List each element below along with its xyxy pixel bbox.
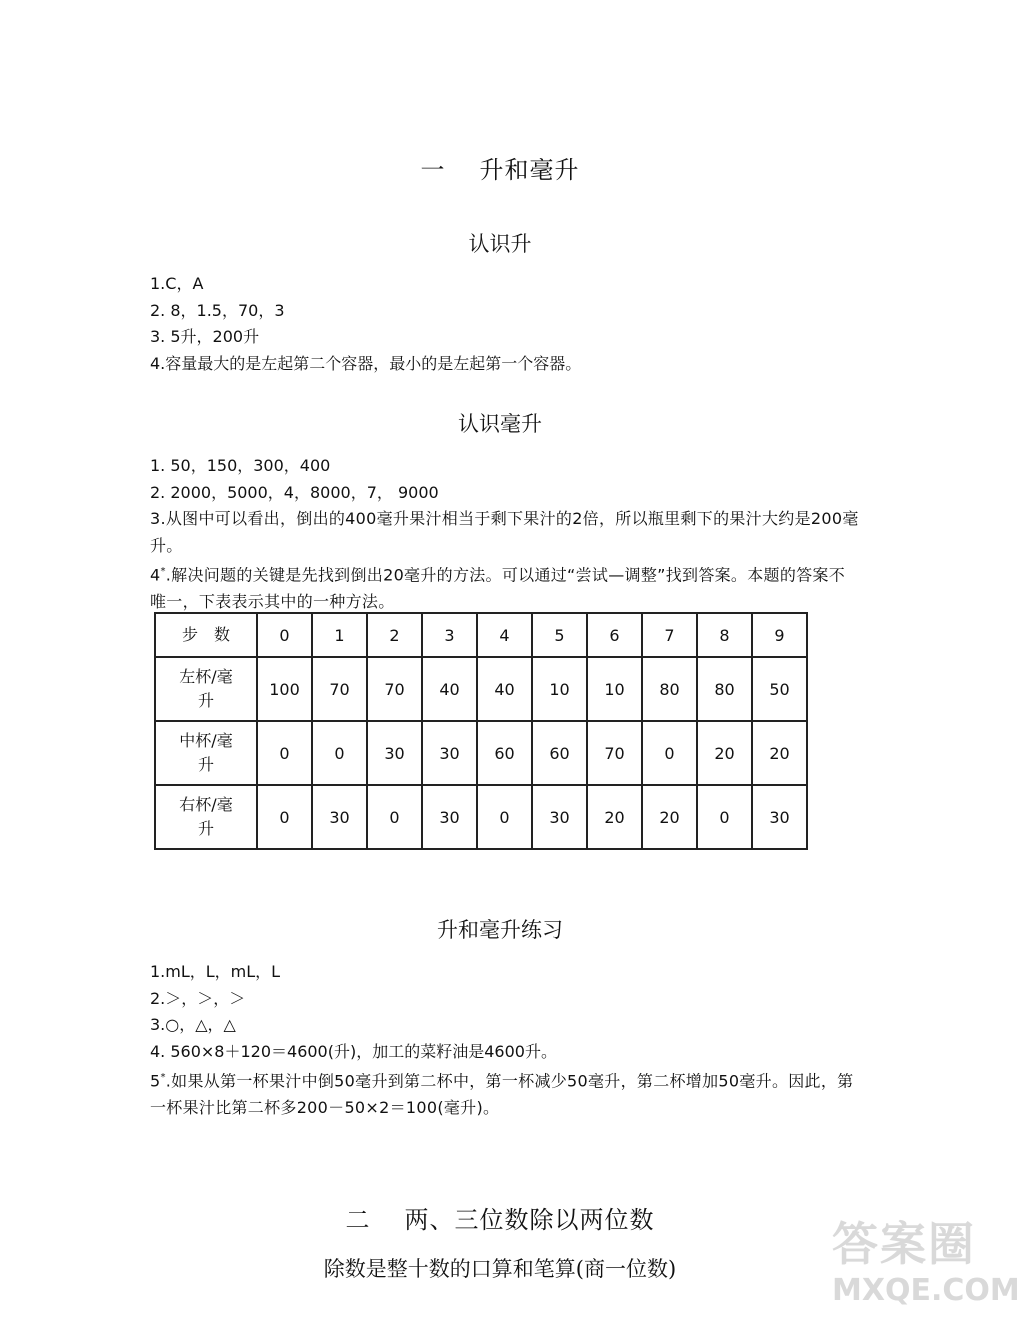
section-3-answers [150,959,860,1121]
watermark-logo: 答案圈 [832,1217,976,1271]
table-cell: 70 [312,657,367,721]
chapter-1-number: 一 [420,156,446,184]
chapter-1-title: 升和毫升 [479,156,580,184]
answer-line: 4.容量最大的是左起第二个容器，最小的是左起第一个容器。 [150,353,582,373]
table-cell: 4 [477,613,532,657]
table-cell: 60 [532,721,587,785]
table-cell: 40 [422,657,477,721]
chapter-1-heading [0,150,1000,185]
table-row-label [155,721,257,785]
table-cell: 5 [532,613,587,657]
answer-line: 3.从图中可以看出，倒出的400毫升果汁相当于剩下果汁的2倍，所以瓶里剩下的果汁大约是200毫升。 [150,509,859,555]
q5-star: * [160,1072,166,1083]
answer-line: 2. 2000，5000，4，8000，7， 9000 [150,482,439,502]
table-cell: 0 [642,721,697,785]
table-cell: 9 [752,613,807,657]
answer-line-q4 [150,559,860,615]
section-1-answers [150,271,860,377]
table-cell: 20 [587,785,642,849]
table-cell: 20 [752,721,807,785]
table-cell: 0 [697,785,752,849]
answer-line-q5 [150,1065,860,1121]
table-cell: 100 [257,657,312,721]
table-cell: 2 [367,613,422,657]
watermark-url: MXQE.COM [832,1273,1020,1308]
answer-line: 1. 50，150，300，400 [150,456,331,475]
answer-line: 2.＞，＞，＞ [150,988,246,1008]
table-cell: 0 [312,721,367,785]
table-row [155,785,807,849]
q4-number: 4 [150,565,161,585]
table-cell: 20 [697,721,752,785]
table-header-cell: 步 数 [155,613,257,657]
table-cell: 30 [752,785,807,849]
table-row-label [155,785,257,849]
section-4-title: 除数是整十数的口算和笔算(商一位数) [323,1257,677,1281]
table-row [155,657,807,721]
section-2-title: 认识毫升 [458,412,542,436]
table-cell: 0 [257,613,312,657]
table-cell: 10 [587,657,642,721]
table-cell: 80 [642,657,697,721]
answer-line: 3.○，△，△ [150,1015,236,1034]
table-cell: 70 [367,657,422,721]
table-cell: 0 [257,721,312,785]
row-label-text: 中杯/毫升 [179,731,233,774]
q4-star: * [160,566,166,577]
table-cell: 50 [752,657,807,721]
answer-line: 3. 5升，200升 [150,327,260,346]
answer-line: 2. 8，1.5，70，3 [150,300,285,320]
table-cell: 0 [257,785,312,849]
table-row [155,721,807,785]
section-2-answers [150,453,860,615]
table-cell: 6 [587,613,642,657]
table-cell: 30 [422,721,477,785]
chapter-2-title: 两、三位数除以两位数 [404,1206,655,1234]
row-label-text: 左杯/毫升 [179,667,233,710]
table-cell: 7 [642,613,697,657]
pouring-steps-table [154,612,808,850]
table-cell: 3 [422,613,477,657]
table-cell: 0 [367,785,422,849]
table-cell: 30 [422,785,477,849]
q4-text: .解决问题的关键是先找到倒出20毫升的方法。可以通过“尝试—调整”找到答案。本题的答案不唯一，下表表示其中的一种方法。 [150,565,846,611]
table-cell: 8 [697,613,752,657]
table-cell: 30 [367,721,422,785]
table-cell: 1 [312,613,367,657]
section-1-title: 认识升 [468,232,532,256]
table-row-label [155,657,257,721]
table-cell: 0 [477,785,532,849]
watermark [832,1215,1020,1325]
chapter-2-number: 二 [345,1206,371,1234]
q5-number: 5 [150,1071,161,1091]
table-header-row [155,613,807,657]
table-cell: 80 [697,657,752,721]
table-cell: 30 [312,785,367,849]
row-label-text: 右杯/毫升 [179,795,233,838]
answer-line: 1.mL，L，mL，L [150,962,281,981]
table-cell: 10 [532,657,587,721]
table-cell: 60 [477,721,532,785]
table-cell: 30 [532,785,587,849]
section-3-title: 升和毫升练习 [437,918,563,942]
answer-line: 4. 560×8＋120＝4600(升)，加工的菜籽油是4600升。 [150,1041,557,1061]
table-cell: 40 [477,657,532,721]
q5-text: .如果从第一杯果汁中倒50毫升到第二杯中，第一杯减少50毫升，第二杯增加50毫升。因此，第一杯果汁比第二杯多200－50×2＝100(毫升)。 [150,1071,854,1117]
table-cell: 70 [587,721,642,785]
answer-line: 1.C，A [150,274,204,293]
table-cell: 20 [642,785,697,849]
